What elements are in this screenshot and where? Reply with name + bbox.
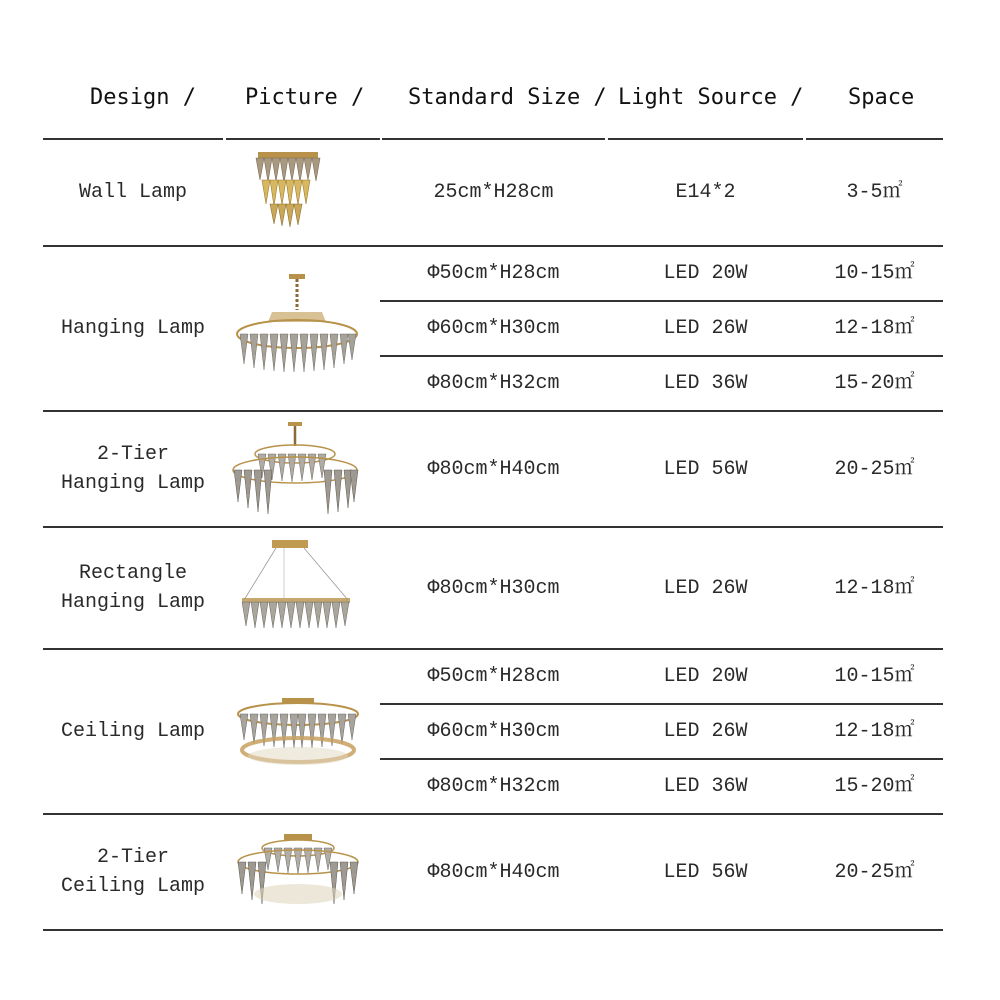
size-cell: 25cm*H28cm: [433, 181, 554, 204]
size-cell: Φ60cm*H30cm: [427, 317, 560, 340]
light-source-cell: LED 26W: [663, 576, 748, 600]
design-cell: 2-Tier Hanging Lamp: [60, 443, 206, 495]
ceiling-lamp-icon: [234, 696, 362, 776]
light-source-cell: LED 36W: [663, 372, 748, 395]
header-picture: Picture /: [245, 85, 365, 110]
header-space: Space: [848, 85, 915, 110]
space-cell: 20-25㎡: [834, 860, 915, 884]
light-source-cell: LED 20W: [663, 665, 748, 688]
hanging-lamp-icon: [232, 272, 362, 384]
rectangle-hanging-lamp-icon: [236, 536, 356, 638]
size-cell: Φ80cm*H30cm: [427, 576, 560, 600]
light-source-cell: E14*2: [675, 181, 736, 204]
space-cell: 15-20㎡: [834, 372, 915, 395]
header-rule: [226, 138, 380, 140]
header-design: Design /: [90, 85, 196, 110]
two-tier-ceiling-lamp-icon: [234, 832, 362, 918]
light-source-cell: LED 20W: [663, 262, 748, 285]
space-cell: 15-20㎡: [834, 775, 915, 798]
design-cell: 2-Tier Ceiling Lamp: [60, 846, 206, 898]
size-cell: Φ80cm*H32cm: [427, 775, 560, 798]
space-cell: 12-18㎡: [834, 720, 915, 743]
light-source-cell: LED 56W: [663, 860, 748, 884]
two-tier-hanging-lamp-icon: [230, 420, 360, 524]
light-source-cell: LED 56W: [663, 457, 748, 481]
space-cell: 20-25㎡: [834, 457, 915, 481]
space-cell: 3-5㎡: [846, 181, 903, 204]
design-cell: Hanging Lamp: [60, 317, 206, 340]
design-cell: Ceiling Lamp: [60, 720, 206, 743]
space-cell: 12-18㎡: [834, 576, 915, 600]
space-cell: 12-18㎡: [834, 317, 915, 340]
header-light-source: Light Source /: [618, 85, 804, 110]
design-cell: Wall Lamp: [78, 181, 188, 204]
light-source-cell: LED 26W: [663, 720, 748, 743]
size-cell: Φ50cm*H28cm: [427, 665, 560, 688]
row-divider: [43, 929, 943, 931]
size-cell: Φ80cm*H40cm: [427, 457, 560, 481]
light-source-cell: LED 36W: [663, 775, 748, 798]
light-source-cell: LED 26W: [663, 317, 748, 340]
size-cell: Φ60cm*H30cm: [427, 720, 560, 743]
design-cell: Rectangle Hanging Lamp: [60, 562, 206, 614]
size-cell: Φ80cm*H40cm: [427, 860, 560, 884]
size-cell: Φ80cm*H32cm: [427, 372, 560, 395]
space-cell: 10-15㎡: [834, 262, 915, 285]
size-cell: Φ50cm*H28cm: [427, 262, 560, 285]
wall-lamp-icon: [248, 150, 328, 234]
space-cell: 10-15㎡: [834, 665, 915, 688]
header-standard-size: Standard Size /: [408, 85, 607, 110]
